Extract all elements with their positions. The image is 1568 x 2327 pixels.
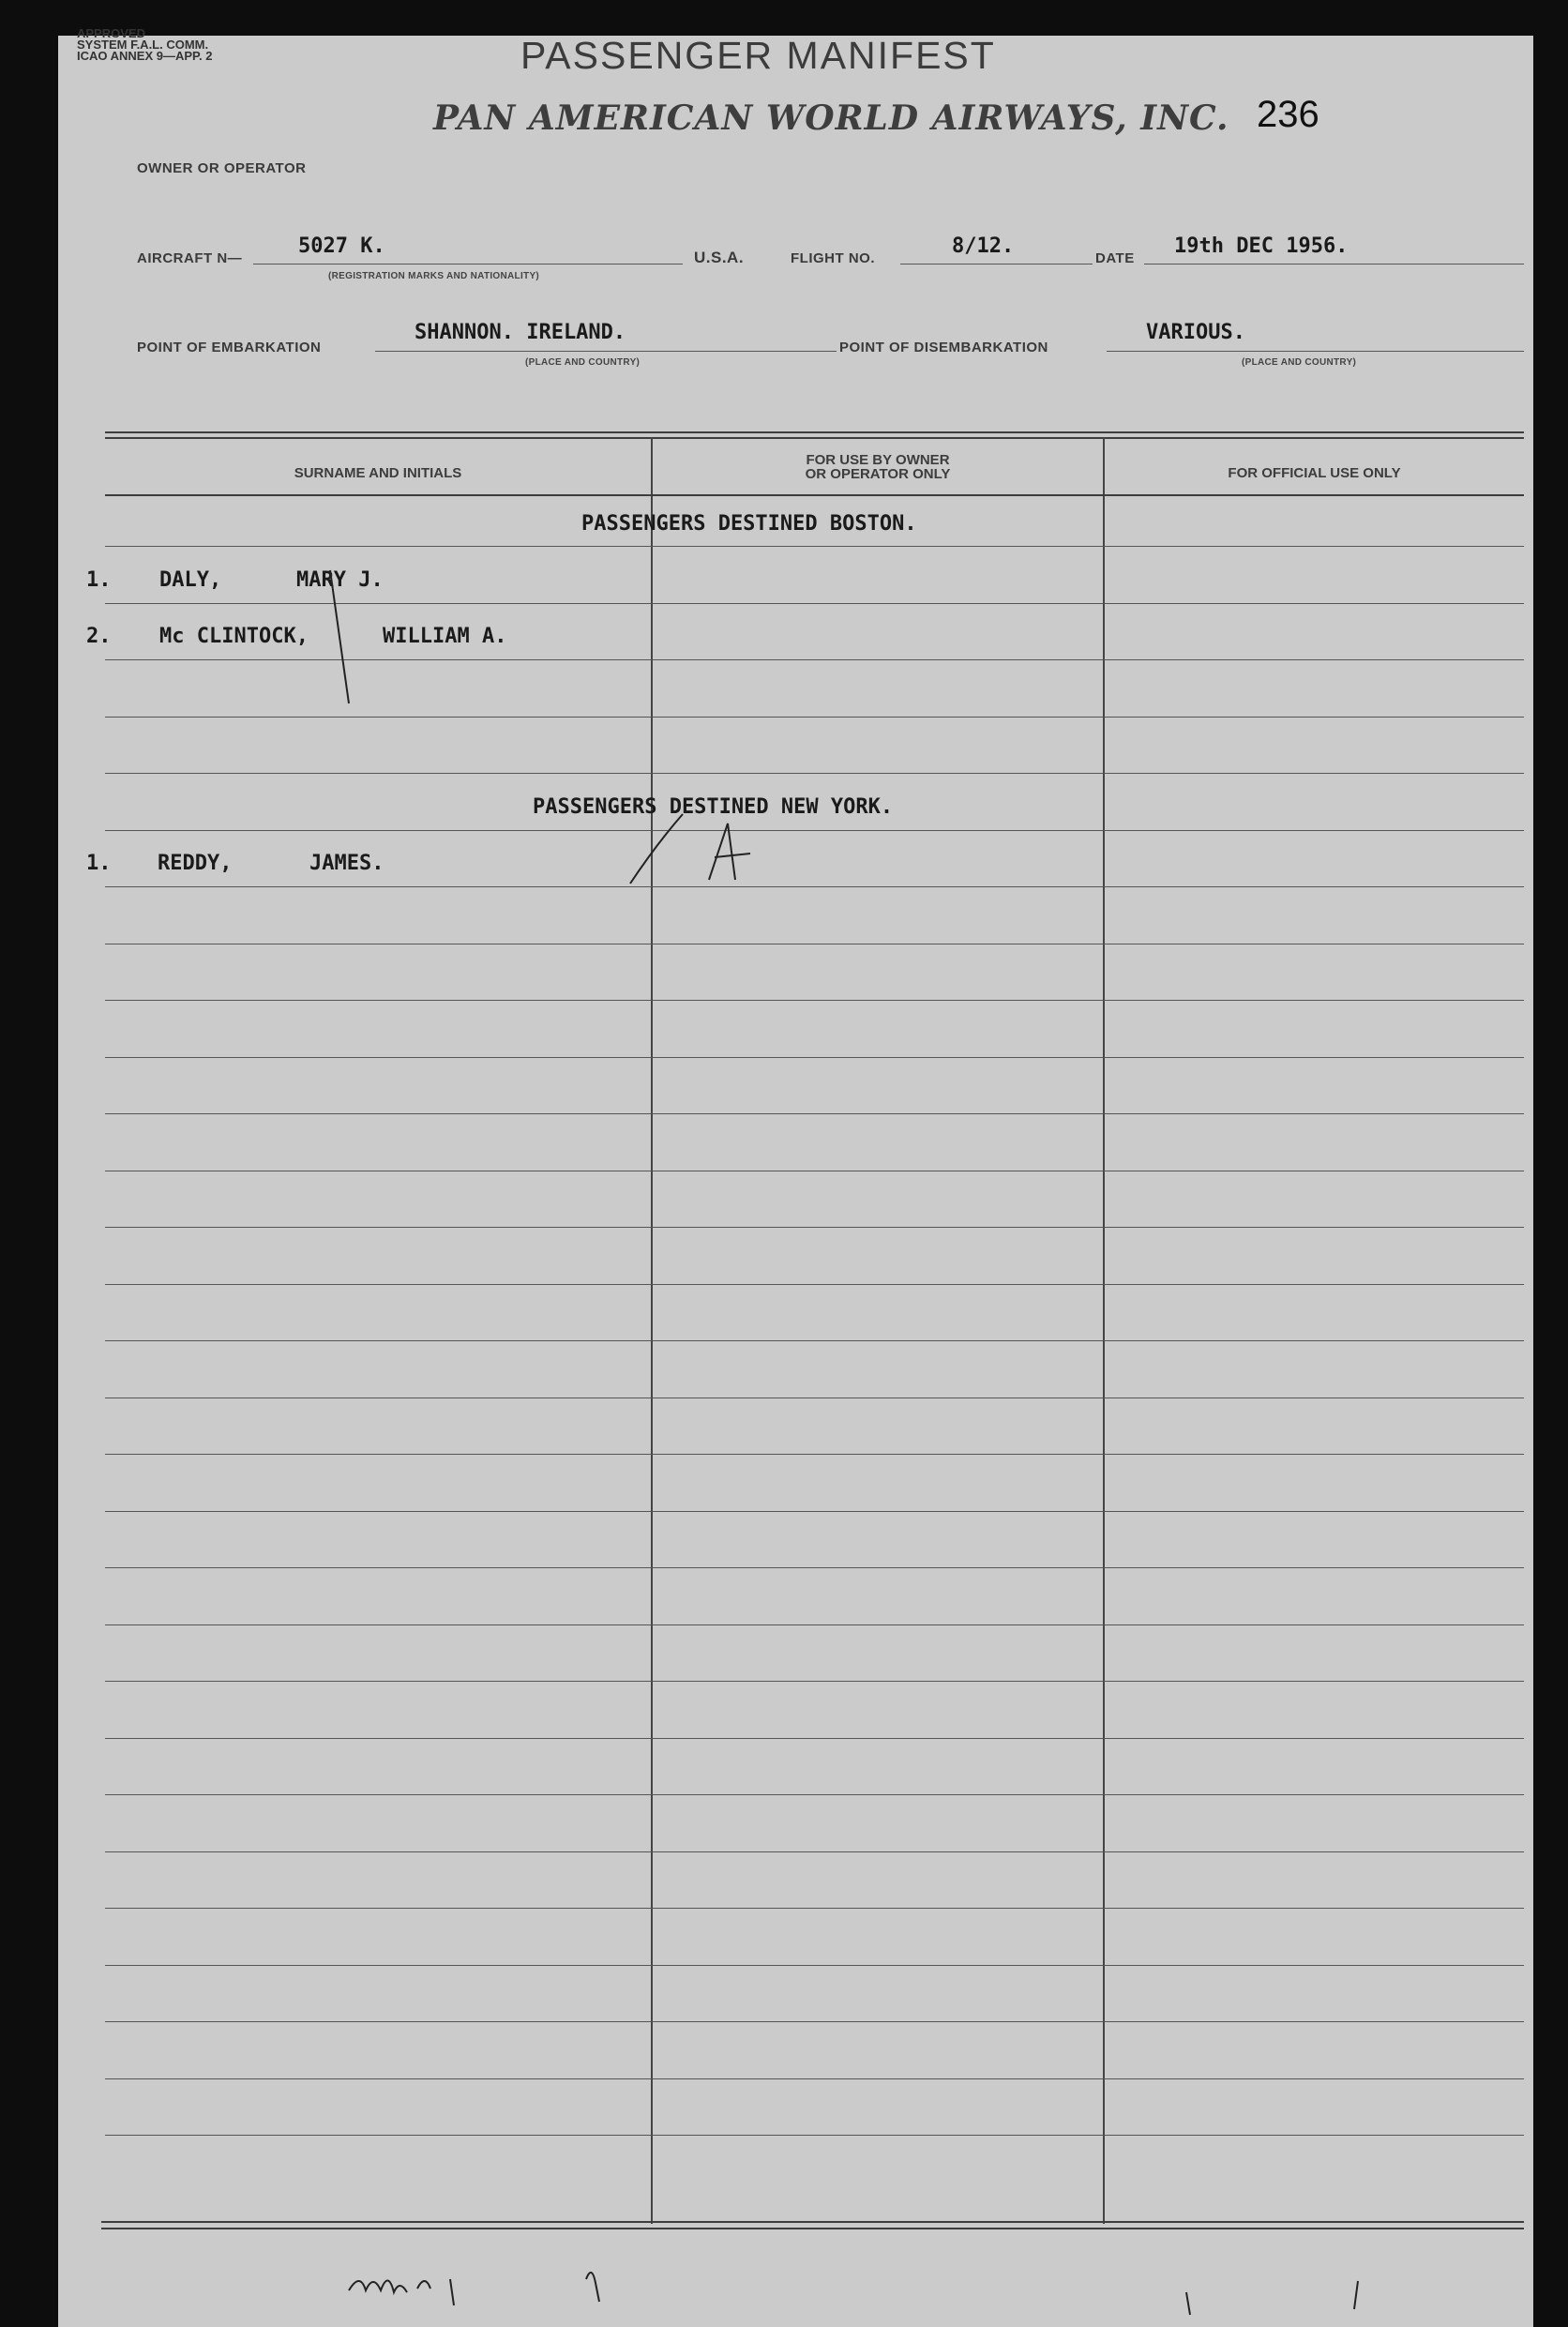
operator-name: PAN AMERICAN WORLD AIRWAYS, INC. [433,98,1229,138]
page-title: PASSENGER MANIFEST [520,34,996,77]
embark-note: (PLACE AND COUNTRY) [525,357,641,368]
usa-label: U.S.A. [694,249,745,266]
disembark-label: POINT OF DISEMBARKATION [839,340,1048,355]
passenger-given-name: WILLIAM A. [383,625,507,648]
flight-value: 8/12. [952,234,1015,258]
disembark-value: VARIOUS. [1146,321,1245,344]
embark-label: POINT OF EMBARKATION [137,340,322,355]
signature-scrawl [349,2273,599,2305]
group-heading-boston: PASSENGERS DESTINED BOSTON. [581,512,917,536]
passenger-number: 2. [86,625,112,648]
approval-note: APPROVED SYSTEM F.A.L. COMM. ICAO ANNEX 9—APP. 2 [77,26,213,63]
passenger-surname: REDDY, [158,852,233,875]
group-heading-new-york: PASSENGERS DESTINED NEW YORK. [533,795,894,819]
slash-mark [630,814,683,884]
passenger-given-name: MARY J. [296,568,384,592]
date-value: 19th DEC 1956. [1174,234,1349,258]
flight-label: FLIGHT NO. [791,250,875,266]
disembark-note: (PLACE AND COUNTRY) [1242,357,1357,368]
column-header-official-use: FOR OFFICIAL USE ONLY [1228,465,1401,481]
margin-tick-marks [1186,2281,1358,2315]
column-header-surname: SURNAME AND INITIALS [294,465,462,481]
passenger-surname: DALY, [159,568,222,592]
date-label: DATE [1095,250,1135,266]
aircraft-value: 5027 K. [298,234,385,258]
column-header-owner-use: FOR USE BY OWNER OR OPERATOR ONLY [805,452,951,482]
passenger-surname: Mc CLINTOCK, [159,625,309,648]
aircraft-note: (REGISTRATION MARKS AND NATIONALITY) [328,271,540,281]
owner-label: OWNER OR OPERATOR [137,160,307,176]
letter-a-mark [709,824,750,880]
check-mark-stroke [330,570,349,703]
embark-value: SHANNON. IRELAND. [415,321,626,344]
passenger-given-name: JAMES. [309,852,384,875]
aircraft-label: AIRCRAFT N— [137,250,243,266]
passenger-number: 1. [86,852,112,875]
passenger-number: 1. [86,568,112,592]
page-number: 236 [1257,94,1319,135]
